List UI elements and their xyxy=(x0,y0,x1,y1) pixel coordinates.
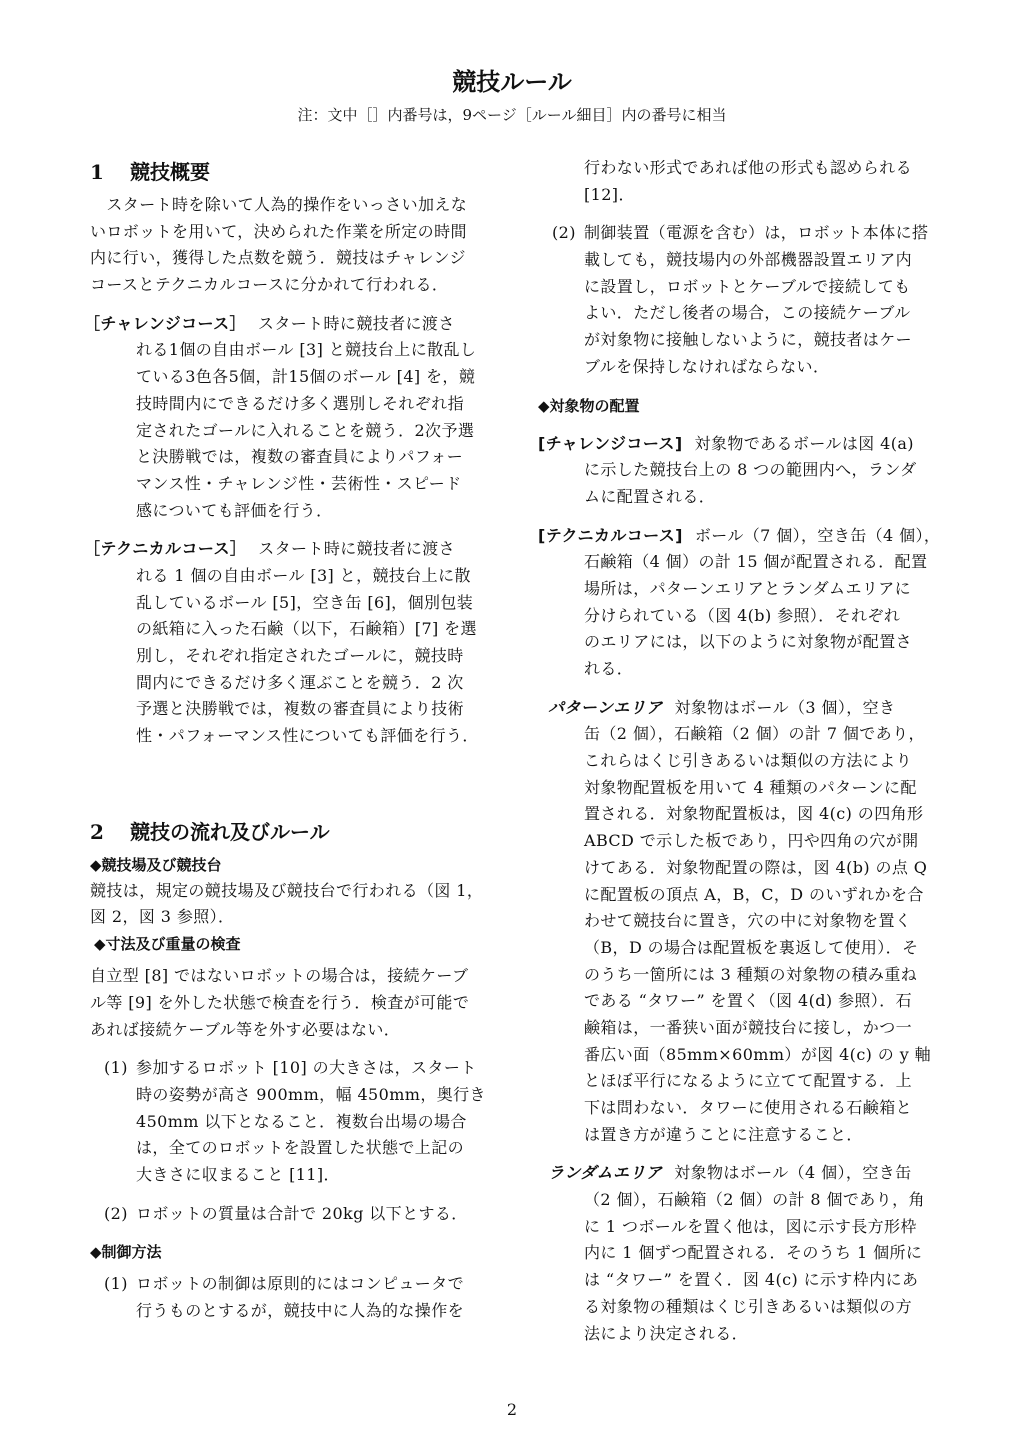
line-text: である “タワー” を置く（図 4(d) 参照）．石 xyxy=(584,991,913,1011)
line-text: マンス性・チャレンジ性・芸術性・スピード xyxy=(136,473,462,493)
line-text: ABCD で示した板であり，円や四角の穴が開 xyxy=(584,831,919,851)
control-item-1 xyxy=(90,1271,500,1324)
inspection-item-2 xyxy=(90,1201,500,1228)
line-text: 対象物はボール（4 個），空き缶 xyxy=(674,1163,912,1183)
line-text: 自立型 [8] ではないロボットの場合は，接続ケーブ xyxy=(90,966,469,986)
text-line xyxy=(90,245,500,272)
line-text: これらはくじ引きあるいは類似の方法により xyxy=(584,751,913,771)
line-text: 時の姿勢が高さ 900mm，幅 450mm，奥行き xyxy=(136,1084,486,1104)
text-line xyxy=(584,1240,948,1267)
line-text: スタート時に競技者に渡さ xyxy=(258,539,456,559)
line-text: ロボットの制御は原則的にはコンピュータで xyxy=(136,1274,465,1294)
item-label: パターンエリア xyxy=(548,697,663,717)
line-text: 大きさに収まること [11]． xyxy=(136,1164,340,1184)
line-text: 法により決定される． xyxy=(584,1323,749,1343)
section-title: 競技概要 xyxy=(130,160,210,184)
line-text: 定されたゴールに入れることを競う．2次予選 xyxy=(136,420,475,440)
line-text: ロボットの質量は合計で 20kg 以下とする． xyxy=(136,1203,468,1223)
line-text: スタート時に競技者に渡さ xyxy=(257,313,455,333)
text-line xyxy=(538,523,948,550)
random-area-description xyxy=(538,1160,948,1347)
text-line xyxy=(584,1122,948,1149)
text-line xyxy=(584,274,948,301)
text-line xyxy=(584,576,948,603)
line-text: のうち一箇所には 3 種類の対象物の積み重ね xyxy=(584,964,918,984)
text-line xyxy=(136,337,500,364)
line-text: ている3色各5個，計15個のボール [4] を，競 xyxy=(136,367,476,387)
control-item-1-continued xyxy=(538,155,948,208)
text-line xyxy=(584,484,948,511)
text-line xyxy=(552,220,948,247)
line-text: 内に 1 個ずつ配置される．そのうち 1 個所に xyxy=(584,1243,923,1263)
line-text: 参加するロボット [10] の大きさは，スタート xyxy=(136,1058,477,1078)
line-text: 内に行い，獲得した点数を競う．競技はチャレンジ xyxy=(90,248,466,268)
line-text: けてある．対象物配置の際は，図 4(b) の点 Q xyxy=(584,857,928,877)
text-line xyxy=(136,471,500,498)
text-line xyxy=(584,908,948,935)
line-text: る対象物の種類はくじ引きあるいは類似の方 xyxy=(584,1296,913,1316)
line-text: 技時間内にできるだけ多く選別しそれぞれ指 xyxy=(136,393,465,413)
text-line xyxy=(136,391,500,418)
text-line xyxy=(584,775,948,802)
text-line xyxy=(538,1160,948,1187)
text-line xyxy=(90,219,500,246)
text-line xyxy=(584,801,948,828)
line-text: に配置板の頂点 A，B，C，D のいずれかを合 xyxy=(584,884,924,904)
text-line xyxy=(136,670,500,697)
line-text: れる 1 個の自由ボール [3] と，競技台上に散 xyxy=(136,565,471,585)
text-line xyxy=(584,988,948,1015)
text-line xyxy=(584,828,948,855)
line-text: ル等 [9] を外した状態で検査を行う．検査が可能で xyxy=(90,992,470,1012)
text-line xyxy=(584,549,948,576)
line-text: わせて競技台に置き，穴の中に対象物を置く xyxy=(584,911,912,931)
challenge-course-description xyxy=(84,311,500,525)
control-heading: ◆制御方法 xyxy=(90,1243,162,1262)
text-line xyxy=(136,1162,500,1189)
line-text: 別し，それぞれ指定されたゴールに，競技時 xyxy=(136,646,464,665)
line-text: 感についても評価を行う． xyxy=(136,500,333,520)
line-text: スタート時を除いて人為的操作をいっさい加えな xyxy=(90,195,468,214)
right-column xyxy=(538,155,948,1347)
venue-text xyxy=(90,878,500,931)
text-line xyxy=(584,855,948,882)
line-text: のエリアには，以下のように対象物が配置さ xyxy=(584,632,913,652)
line-text: （B，D の場合は配置板を裏返して使用）．そ xyxy=(584,937,919,957)
text-line xyxy=(584,748,948,775)
line-text: れる． xyxy=(584,659,634,678)
line-text: ボール（7 個），空き缶（4 個）， xyxy=(694,525,941,545)
text-line xyxy=(584,629,948,656)
text-line xyxy=(584,962,948,989)
text-line xyxy=(90,990,500,1017)
page-number: 2 xyxy=(506,1400,518,1419)
enum-label: (2) xyxy=(552,223,576,243)
line-text: が対象物に接触しないように，競技者はケー xyxy=(584,330,913,350)
line-text: に 1 つボールを置く他は，図に示す長方形枠 xyxy=(584,1216,917,1236)
text-line xyxy=(584,721,948,748)
section-number: 2 xyxy=(90,819,104,844)
line-text: 行わない形式であれば他の形式も認められる xyxy=(584,158,913,177)
text-line xyxy=(584,1267,948,1294)
line-text: は，全てのロボットを設置した状態で上記の xyxy=(136,1138,465,1158)
technical-course-description xyxy=(84,536,500,750)
section-title: 競技の流れ及びルール xyxy=(130,819,330,844)
text-line xyxy=(90,904,500,931)
item-label: ランダムエリア xyxy=(548,1163,663,1183)
text-line xyxy=(136,696,500,723)
text-line xyxy=(584,1068,948,1095)
text-line xyxy=(538,695,948,722)
item-label: [チャレンジコース] xyxy=(538,433,683,453)
line-text: あれば接続ケーブル等を外す必要はない． xyxy=(90,1019,401,1039)
text-line xyxy=(90,963,500,990)
line-text: 行うものとするが，競技中に人為的な操作を xyxy=(136,1301,465,1320)
text-line xyxy=(584,1015,948,1042)
line-text: に設置し，ロボットとケーブルで接続しても xyxy=(584,276,911,296)
item-label: ［チャレンジコース］ xyxy=(84,313,246,333)
section-number: 1 xyxy=(90,160,104,184)
item-label: [テクニカルコース] xyxy=(538,525,683,545)
text-line xyxy=(584,300,948,327)
placement-challenge xyxy=(538,431,948,511)
text-line xyxy=(584,1187,948,1214)
line-text: 性・パフォーマンス性についても評価を行う． xyxy=(136,726,479,746)
line-text: 対象物であるボールは図 4(a) xyxy=(694,433,914,453)
text-line xyxy=(584,656,948,683)
line-text: 缶（2 個），石鹸箱（2 個）の計 7 個であり， xyxy=(584,724,925,744)
line-text: 載しても，競技場内の外部機器設置エリア内 xyxy=(584,250,913,270)
text-line xyxy=(584,1095,948,1122)
page-title: 競技ルール xyxy=(452,68,572,96)
line-text: いロボットを用いて，決められた作業を所定の時間 xyxy=(90,221,467,241)
control-item-2 xyxy=(538,220,948,380)
text-line xyxy=(90,272,500,299)
text-line xyxy=(584,1294,948,1321)
line-text: 置される．対象物配置板は，図 4(c) の四角形 xyxy=(584,804,924,824)
section-2-heading xyxy=(90,812,500,852)
line-text: 制御装置（電源を含む）は，ロボット本体に搭 xyxy=(584,223,929,243)
line-text: （2 個），石鹸箱（2 個）の計 8 個であり，角 xyxy=(584,1190,925,1210)
line-text: 分けられている（図 4(b) 参照）．それぞれ xyxy=(584,605,901,625)
line-text: 乱しているボール [5]，空き缶 [6]，個別包装 xyxy=(136,592,474,612)
text-line xyxy=(136,590,500,617)
text-line xyxy=(584,182,948,209)
text-line xyxy=(584,1214,948,1241)
text-line xyxy=(584,247,948,274)
line-text: に示した競技台上の 8 つの範囲内へ，ランダ xyxy=(584,460,917,480)
line-text: 450mm 以下となること．複数台出場の場合 xyxy=(136,1111,467,1131)
text-line xyxy=(136,418,500,445)
line-text: コースとテクニカルコースに分かれて行われる． xyxy=(90,275,449,295)
line-text: ブルを保持しなければならない． xyxy=(584,356,830,376)
text-line xyxy=(90,192,500,219)
left-column xyxy=(84,152,500,1325)
text-line xyxy=(584,155,948,182)
line-text: [12]． xyxy=(584,184,635,204)
line-text: は置き方が違うことに注意すること． xyxy=(584,1124,863,1144)
inspection-text xyxy=(90,963,500,1043)
line-text: 間内にできるだけ多く運ぶことを競う．2 次 xyxy=(136,672,464,692)
line-text: 番広い面（85mm×60mm）が図 4(c) の y 軸 xyxy=(584,1044,932,1064)
text-line xyxy=(104,1271,500,1298)
text-line xyxy=(90,1017,500,1044)
line-text: 競技は，規定の競技場及び競技台で行われる（図 1， xyxy=(90,880,484,900)
inspection-item-1 xyxy=(90,1055,500,1188)
text-line xyxy=(136,1298,500,1325)
line-text: 対象物はボール（3 個），空き xyxy=(674,697,896,717)
enum-label: (2) xyxy=(104,1203,128,1223)
text-line xyxy=(136,563,500,590)
text-line xyxy=(104,1201,500,1228)
pattern-area-description xyxy=(538,695,948,1149)
text-line xyxy=(136,643,500,670)
text-line xyxy=(136,1135,500,1162)
placement-heading: ◆対象物の配置 xyxy=(538,396,640,415)
line-text: 予選と決勝戦では，複数の審査員により技術 xyxy=(136,699,465,719)
section-1-intro xyxy=(90,192,500,299)
text-line xyxy=(104,1055,500,1082)
text-line xyxy=(584,457,948,484)
line-text: よい．ただし後者の場合，この接続ケーブル xyxy=(584,303,911,323)
line-text: と決勝戦では，複数の審査員によりパフォー xyxy=(136,447,464,467)
enum-label: (1) xyxy=(104,1058,128,1078)
line-text: ムに配置される． xyxy=(584,486,716,506)
text-line xyxy=(136,1082,500,1109)
line-text: 下は問わない．タワーに使用される石鹸箱と xyxy=(584,1098,913,1117)
line-text: 場所は，パターンエリアとランダムエリアに xyxy=(584,578,912,598)
text-line xyxy=(584,1042,948,1069)
section-1-heading xyxy=(90,152,500,192)
placement-technical xyxy=(538,523,948,683)
line-text: 図 2，図 3 参照）． xyxy=(90,907,235,927)
text-line xyxy=(136,1109,500,1136)
text-line xyxy=(90,878,500,905)
enum-label: (1) xyxy=(104,1274,128,1294)
line-text: の紙箱に入った石鹸（以下，石鹸箱）[7] を選 xyxy=(136,619,477,639)
text-line xyxy=(584,603,948,630)
text-line xyxy=(584,1321,948,1348)
text-line xyxy=(538,431,948,458)
text-line xyxy=(84,311,500,338)
text-line xyxy=(136,616,500,643)
line-text: 石鹸箱（4 個）の計 15 個が配置される．配置 xyxy=(584,552,928,572)
line-text: は “タワー” を置く．図 4(c) に示す枠内にあ xyxy=(584,1270,919,1290)
line-text: 鹸箱は，一番狭い面が競技台に接し，かつ一 xyxy=(584,1017,913,1037)
text-line xyxy=(136,723,500,750)
item-label: ［テクニカルコース］ xyxy=(84,539,247,559)
text-line xyxy=(584,327,948,354)
text-line xyxy=(584,354,948,381)
text-line xyxy=(584,935,948,962)
inspection-heading: ◆寸法及び重量の検査 xyxy=(94,935,241,954)
text-line xyxy=(84,536,500,563)
line-text: とほぼ平行になるように立てて配置する．上 xyxy=(584,1071,913,1091)
line-text: れる1個の自由ボール [3] と競技台上に散乱し xyxy=(136,340,477,360)
venue-heading: ◆競技場及び競技台 xyxy=(90,855,222,874)
text-line xyxy=(584,882,948,909)
text-line xyxy=(136,364,500,391)
page-subtitle-note: 注：文中［］内番号は，9ページ［ルール細目］内の番号に相当 xyxy=(297,106,727,124)
line-text: 対象物配置板を用いて 4 種類のパターンに配 xyxy=(584,777,917,797)
text-line xyxy=(136,444,500,471)
text-line xyxy=(136,498,500,525)
